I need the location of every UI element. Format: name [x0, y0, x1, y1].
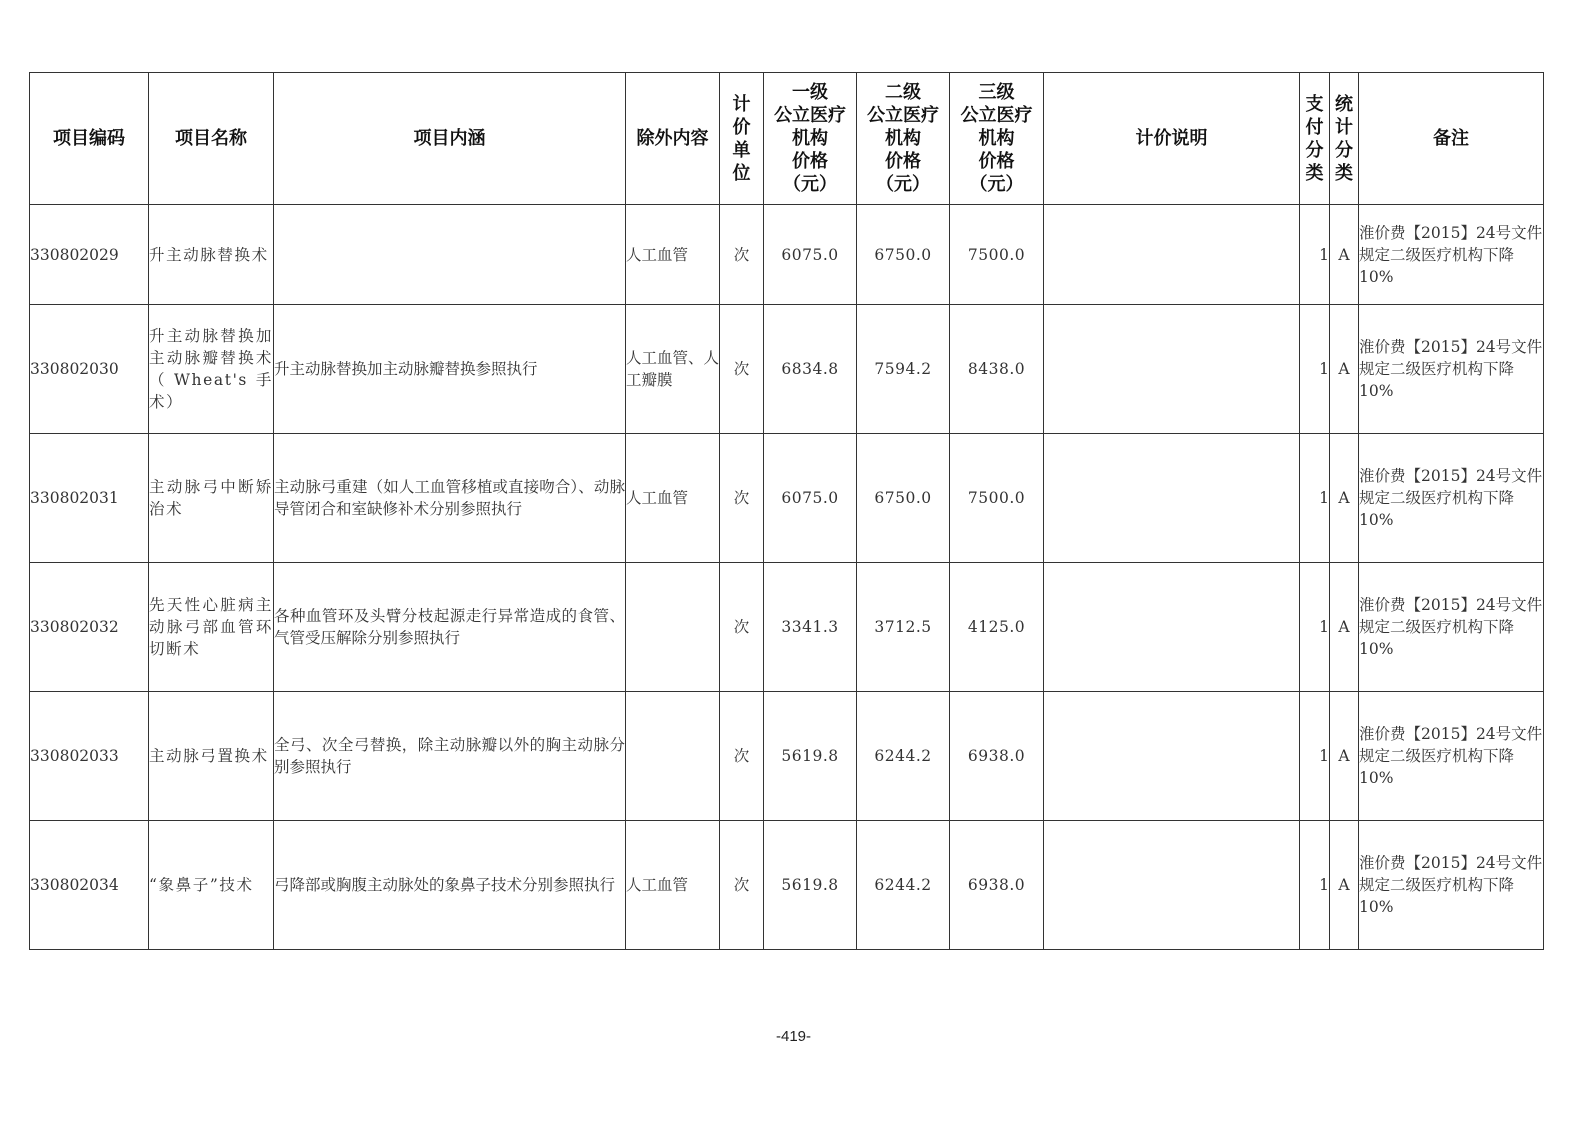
- cell-payment-class: 1: [1300, 563, 1330, 692]
- cell-price-level1: 6834.8: [764, 305, 857, 434]
- cell-code: 330802033: [30, 692, 149, 821]
- table-row: [30, 205, 1544, 305]
- cell-code: 330802030: [30, 305, 149, 434]
- cell-stat-class: A: [1330, 205, 1359, 305]
- header-payment-class-text: 支 付 分 类: [1305, 93, 1324, 184]
- table-row: [30, 692, 1544, 821]
- cell-name: 升主动脉替换加主动脉瓣替换术（Wheat's手术）: [149, 305, 274, 434]
- header-payment-class: [1300, 73, 1330, 205]
- cell-pricing-note: [1044, 692, 1300, 821]
- header-except: 除外内容: [626, 73, 720, 205]
- header-pricing-note: 计价说明: [1044, 73, 1300, 205]
- cell-pricing-note: [1044, 563, 1300, 692]
- cell-price-level1: 6075.0: [764, 205, 857, 305]
- cell-stat-class: A: [1330, 821, 1359, 950]
- cell-code: 330802032: [30, 563, 149, 692]
- cell-content: 各种血管环及头臂分枝起源走行异常造成的食管、气管受压解除分别参照执行: [274, 563, 626, 692]
- cell-unit: 次: [720, 205, 764, 305]
- cell-pricing-note: [1044, 205, 1300, 305]
- cell-price-level1: 5619.8: [764, 692, 857, 821]
- cell-price-level3: 6938.0: [950, 692, 1044, 821]
- cell-price-level3: 4125.0: [950, 563, 1044, 692]
- cell-payment-class: 1: [1300, 205, 1330, 305]
- cell-except: 人工血管: [626, 434, 720, 563]
- cell-except: 人工血管: [626, 821, 720, 950]
- cell-except: [626, 692, 720, 821]
- cell-code: 330802031: [30, 434, 149, 563]
- cell-name: “象鼻子”技术: [149, 821, 274, 950]
- cell-price-level2: 7594.2: [857, 305, 950, 434]
- header-price-level1-text: 一级 公立医疗 机构 价格 （元）: [774, 82, 846, 195]
- cell-except: 人工血管: [626, 205, 720, 305]
- cell-unit: 次: [720, 563, 764, 692]
- header-remark: 备注: [1359, 73, 1544, 205]
- cell-pricing-note: [1044, 821, 1300, 950]
- header-price-level2: [857, 73, 950, 205]
- cell-payment-class: 1: [1300, 821, 1330, 950]
- cell-content: 升主动脉替换加主动脉瓣替换参照执行: [274, 305, 626, 434]
- cell-pricing-note: [1044, 305, 1300, 434]
- cell-content: 主动脉弓重建（如人工血管移植或直接吻合）、动脉导管闭合和室缺修补术分别参照执行: [274, 434, 626, 563]
- cell-price-level3: 7500.0: [950, 205, 1044, 305]
- cell-price-level3: 8438.0: [950, 305, 1044, 434]
- cell-price-level3: 7500.0: [950, 434, 1044, 563]
- cell-except: 人工血管、人工瓣膜: [626, 305, 720, 434]
- cell-remark: 淮价费【2015】24号文件规定二级医疗机构下降10%: [1359, 692, 1544, 821]
- cell-payment-class: 1: [1300, 434, 1330, 563]
- cell-price-level2: 6750.0: [857, 205, 950, 305]
- header-code: 项目编码: [30, 73, 149, 205]
- cell-content: 全弓、次全弓替换，除主动脉瓣以外的胸主动脉分别参照执行: [274, 692, 626, 821]
- header-row: [30, 73, 1544, 205]
- cell-unit: 次: [720, 305, 764, 434]
- header-price-level3-text: 三级 公立医疗 机构 价格 （元）: [960, 82, 1033, 195]
- cell-price-level1: 3341.3: [764, 563, 857, 692]
- cell-name: 主动脉弓置换术: [149, 692, 274, 821]
- header-unit: [720, 73, 764, 205]
- table-row: [30, 434, 1544, 563]
- cell-name: 先天性心脏病主动脉弓部血管环切断术: [149, 563, 274, 692]
- cell-stat-class: A: [1330, 563, 1359, 692]
- cell-price-level2: 3712.5: [857, 563, 950, 692]
- cell-unit: 次: [720, 821, 764, 950]
- cell-remark: 淮价费【2015】24号文件规定二级医疗机构下降10%: [1359, 821, 1544, 950]
- header-stat-class: [1330, 73, 1359, 205]
- page-number: -419-: [775, 1028, 812, 1045]
- cell-remark: 淮价费【2015】24号文件规定二级医疗机构下降10%: [1359, 305, 1544, 434]
- cell-content: [274, 205, 626, 305]
- cell-stat-class: A: [1330, 305, 1359, 434]
- cell-except: [626, 563, 720, 692]
- cell-price-level3: 6938.0: [950, 821, 1044, 950]
- cell-unit: 次: [720, 434, 764, 563]
- cell-code: 330802029: [30, 205, 149, 305]
- cell-stat-class: A: [1330, 692, 1359, 821]
- cell-content: 弓降部或胸腹主动脉处的象鼻子技术分别参照执行: [274, 821, 626, 950]
- cell-name: 主动脉弓中断矫治术: [149, 434, 274, 563]
- header-stat-class-text: 统 计 分 类: [1335, 93, 1353, 184]
- header-price-level1: [764, 73, 857, 205]
- table-row: [30, 563, 1544, 692]
- cell-price-level1: 6075.0: [764, 434, 857, 563]
- table-row: [30, 305, 1544, 434]
- header-content: 项目内涵: [274, 73, 626, 205]
- header-price-level3: [950, 73, 1044, 205]
- header-unit-text: 计 价 单 位: [732, 93, 751, 184]
- cell-price-level1: 5619.8: [764, 821, 857, 950]
- cell-pricing-note: [1044, 434, 1300, 563]
- cell-remark: 淮价费【2015】24号文件规定二级医疗机构下降10%: [1359, 563, 1544, 692]
- header-name: 项目名称: [149, 73, 274, 205]
- header-price-level2-text: 二级 公立医疗 机构 价格 （元）: [867, 82, 939, 195]
- cell-payment-class: 1: [1300, 692, 1330, 821]
- cell-name: 升主动脉替换术: [149, 205, 274, 305]
- cell-price-level2: 6750.0: [857, 434, 950, 563]
- cell-payment-class: 1: [1300, 305, 1330, 434]
- cell-remark: 淮价费【2015】24号文件规定二级医疗机构下降10%: [1359, 205, 1544, 305]
- cell-stat-class: A: [1330, 434, 1359, 563]
- table-row: [30, 821, 1544, 950]
- cell-remark: 淮价费【2015】24号文件规定二级医疗机构下降10%: [1359, 434, 1544, 563]
- price-table: [29, 72, 1544, 950]
- cell-code: 330802034: [30, 821, 149, 950]
- cell-unit: 次: [720, 692, 764, 821]
- cell-price-level2: 6244.2: [857, 692, 950, 821]
- cell-price-level2: 6244.2: [857, 821, 950, 950]
